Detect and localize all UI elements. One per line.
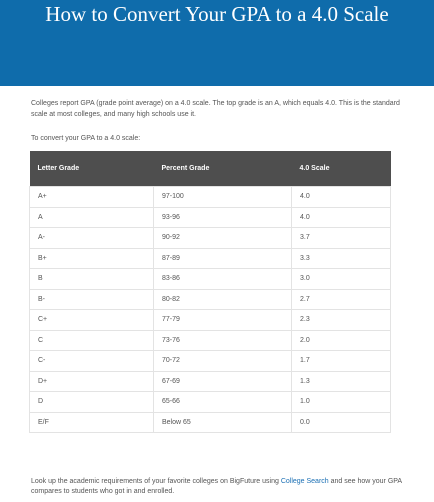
scale-value-cell: 2.3: [292, 310, 391, 331]
table-row: [30, 269, 391, 290]
letter-grade-cell: B-: [30, 289, 154, 310]
table-row: [30, 330, 391, 351]
percent-grade-cell: 73-76: [154, 330, 292, 351]
letter-grade-cell: C+: [30, 310, 154, 331]
letter-grade-cell: A+: [30, 187, 154, 208]
column-header-percent-grade: Percent Grade: [154, 151, 292, 187]
percent-grade-cell: 77-79: [154, 310, 292, 331]
table-row: [30, 310, 391, 331]
lead-paragraph: To convert your GPA to a 4.0 scale:: [31, 135, 141, 142]
gpa-conversion-table: [29, 151, 391, 433]
percent-grade-cell: 83-86: [154, 269, 292, 290]
scale-value-cell: 4.0: [292, 207, 391, 228]
letter-grade-cell: B: [30, 269, 154, 290]
scale-value-cell: 3.0: [292, 269, 391, 290]
percent-grade-cell: 97-100: [154, 187, 292, 208]
scale-value-cell: 1.3: [292, 371, 391, 392]
footer-paragraph: [31, 477, 411, 497]
page-title: How to Convert Your GPA to a 4.0 Scale: [45, 2, 389, 26]
column-header-letter-grade: Letter Grade: [30, 151, 154, 187]
table-row: [30, 412, 391, 433]
letter-grade-cell: D: [30, 392, 154, 413]
scale-value-cell: 1.0: [292, 392, 391, 413]
percent-grade-cell: Below 65: [154, 412, 292, 433]
table-header-row: [30, 151, 391, 187]
footer-text-before: Look up the academic requirements of your favorite colleges on BigFuture using: [31, 478, 281, 485]
table-row: [30, 289, 391, 310]
scale-value-cell: 4.0: [292, 187, 391, 208]
letter-grade-cell: C: [30, 330, 154, 351]
percent-grade-cell: 93-96: [154, 207, 292, 228]
percent-grade-cell: 80-82: [154, 289, 292, 310]
scale-value-cell: 2.7: [292, 289, 391, 310]
percent-grade-cell: 90-92: [154, 228, 292, 249]
table-row: [30, 228, 391, 249]
scale-value-cell: 3.3: [292, 248, 391, 269]
percent-grade-cell: 87-89: [154, 248, 292, 269]
letter-grade-cell: B+: [30, 248, 154, 269]
intro-paragraph: Colleges report GPA (grade point average) on a 4.0 scale. The top grade is an A, which equals 4.0. This is the standard scale at most colleges, and many high schools use it.: [31, 100, 400, 118]
table-row: [30, 207, 391, 228]
scale-value-cell: 2.0: [292, 330, 391, 351]
letter-grade-cell: A-: [30, 228, 154, 249]
percent-grade-cell: 70-72: [154, 351, 292, 372]
table-row: [30, 187, 391, 208]
footer-text-after: and see how your GPA compares to students who got in and enrolled.: [31, 478, 402, 495]
letter-grade-cell: D+: [30, 371, 154, 392]
table-row: [30, 392, 391, 413]
scale-value-cell: 1.7: [292, 351, 391, 372]
table-row: [30, 351, 391, 372]
college-search-link[interactable]: College Search: [280, 478, 329, 485]
percent-grade-cell: 65-66: [154, 392, 292, 413]
table-row: [30, 371, 391, 392]
scale-value-cell: 0.0: [292, 412, 391, 433]
page-header: [0, 0, 434, 86]
letter-grade-cell: A: [30, 207, 154, 228]
letter-grade-cell: E/F: [30, 412, 154, 433]
column-header-4-0-scale: 4.0 Scale: [292, 151, 391, 187]
table-row: [30, 248, 391, 269]
letter-grade-cell: C-: [30, 351, 154, 372]
percent-grade-cell: 67-69: [154, 371, 292, 392]
scale-value-cell: 3.7: [292, 228, 391, 249]
